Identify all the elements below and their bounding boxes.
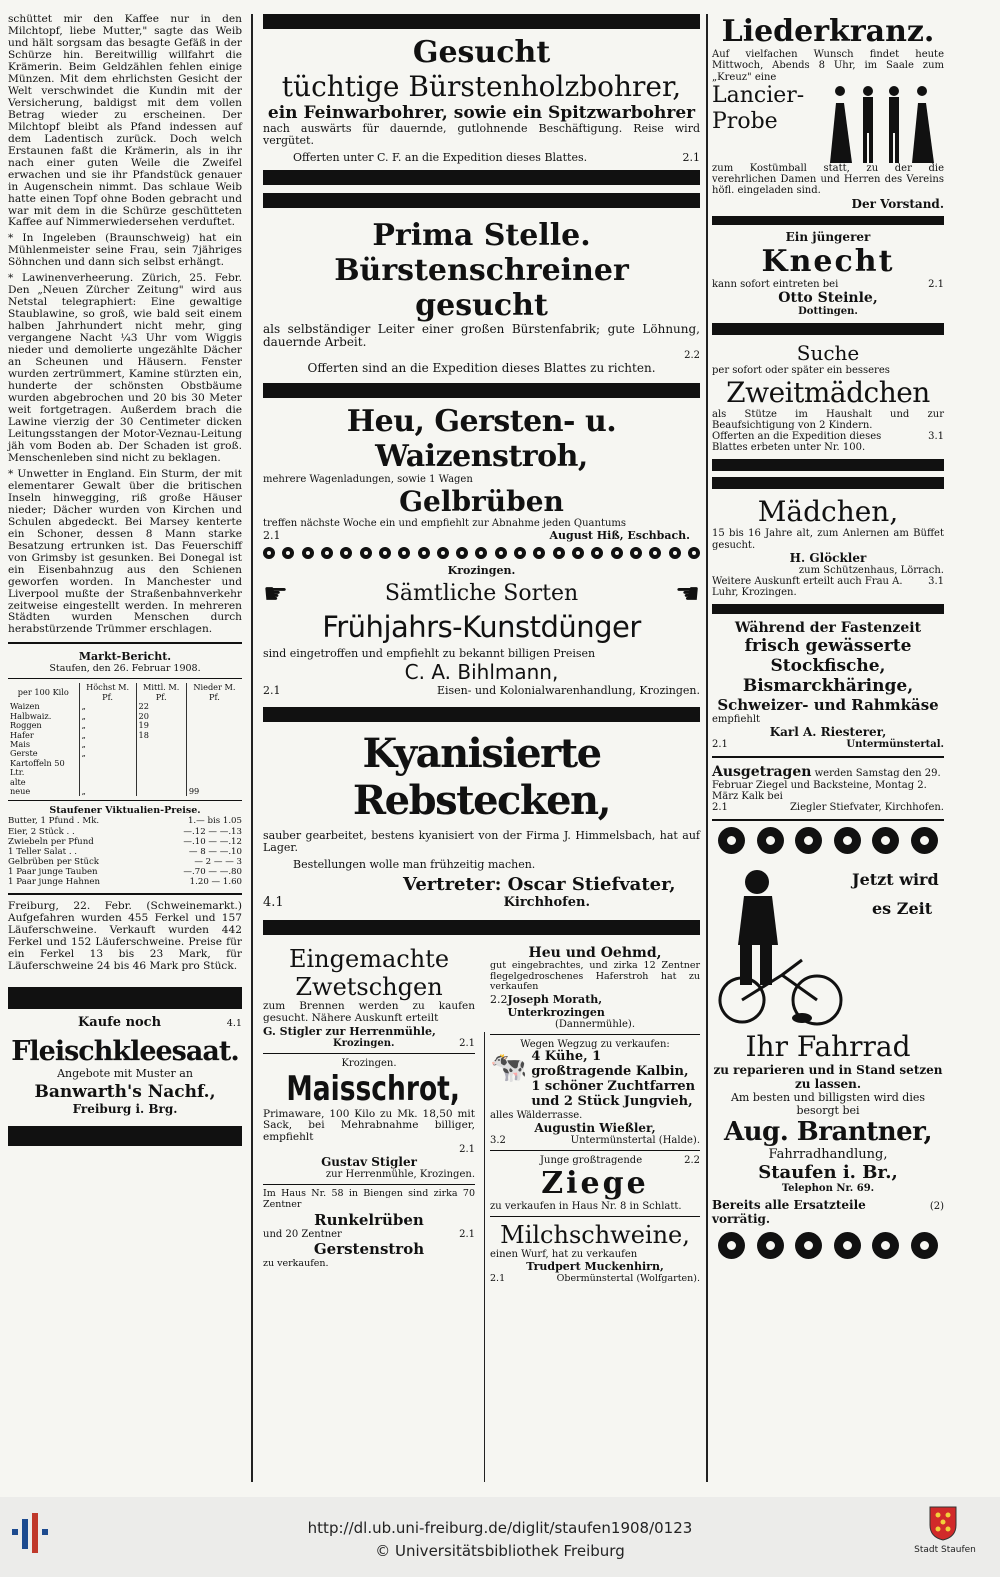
table-row: Roggen „ 19 xyxy=(8,721,242,730)
ads-left-subcol: Eingemachte Zwetschgen zum Brennen werden zu kaufen gesucht. Nähere Auskunft erteilt G. Stigler zur Herrenmühle, Krozingen. 2.1 Krozingen. Maisschrot, Primaware, 100 Kilo zu Mk. 18,50 mit Sack, bei Mehrabnahme billiger, empfiehlt 2.1 Gustav Stigler zur Herrenmühle, Krozingen. Im Haus Nr. 58 in Biengen sind zirka 70 Zentner Runkelrüben und 20 Zentner 2.1 Gerstenstroh zu verkaufen. xyxy=(263,944,475,1269)
ad-fastenzeit: Während der Fastenzeit frisch gewässerte Stockfische, Bismarckhäringe, Schweizer- und Rahmkäse empfiehlt Karl A. Riesterer, 2.1 Untermünstertal. xyxy=(712,619,944,750)
ad-rebstecken: Kyanisierte Rebstecken, sauber gearbeitet, bestens kyanisiert von der Firma J. Himmelsbach, hat auf Lager. Bestellungen wolle man frühzeitig machen. Vertreter: Oscar Stiefvater, 4.1 Kirchhofen. xyxy=(263,729,700,910)
table-row: Waizen „ 22 xyxy=(8,702,242,711)
ad-headline: Maisschrot, xyxy=(286,1068,460,1109)
ad-headline: Kyanisierte Rebstecken, xyxy=(352,729,611,824)
ad-liederkranz: Liederkranz. Auf vielfachen Wunsch findet heute Mittwoch, Abends 8 Uhr, im Saale zum „Kreuz" eine Lancier-Probe zum Kostümball statt, zu der die verehrlichen Damen und Herren des Vereins höfl. eingeladen sind. Der Vorstand. xyxy=(712,14,944,211)
market-header: Höchst M. Pf. xyxy=(79,683,136,702)
ad-border xyxy=(263,14,700,29)
staufen-coat-of-arms-icon xyxy=(928,1505,958,1541)
ad-fleischkleesaat: Kaufe noch 4.1 Fleischkleesaat. Angebote mit Muster an Banwarth's Nachf., Freiburg i. Brg. xyxy=(8,1015,242,1116)
price-row: 1 Paar junge Tauben —.70 — —.80 xyxy=(8,867,242,878)
ad-headline: frisch gewässerte Stockfische, xyxy=(744,635,912,676)
cow-icon: 🐄 xyxy=(490,1049,528,1085)
table-row: Hafer „ 18 xyxy=(8,731,242,740)
column-right xyxy=(712,14,944,1265)
ad-border xyxy=(712,477,944,489)
column-left xyxy=(8,14,242,1152)
ad-headline: Eingemachte xyxy=(288,944,450,973)
ad-headline: Zweitmädchen xyxy=(726,375,930,409)
ad-border xyxy=(8,1126,242,1146)
ad-headline: Liederkranz. xyxy=(721,14,935,49)
ad-headline: Ihr Fahrrad xyxy=(745,1029,911,1063)
news-story: * Unwetter in England. Ein Sturm, der mit elementarer Gewalt über die britischen Inseln hinwegging, riß große Häuser nieder; Dächer wurden von Kirchen und Schulen abgedeckt. Bei Marsey kenterte ein Schoner, dessen 8 Mann starke Besatzung ertrunken ist. Das Feuerschiff von Grimsby ist gesunken. Bei Donegal ist ein Eisenbahnzug aus den Schienen geworfen worden. In Manchester und Liverpool mußte der Straßenbahnverkehr zeitweise eingestellt werden. In mehreren Städten wurden Menschen durch herabstürzende Trümmer erschlagen. xyxy=(8,467,242,636)
ad-headline: Knecht xyxy=(761,243,895,279)
table-row: Kartoffeln 50 Ltr. xyxy=(8,759,242,778)
ad-border xyxy=(712,604,944,614)
market-table xyxy=(8,683,242,796)
table-row: neue „ 99 xyxy=(8,787,242,796)
cyclist-illustration xyxy=(712,860,852,1030)
table-row: Halbwaiz. „ 20 xyxy=(8,712,242,721)
ad-ziegel: Ausgetragen werden Samstag den 29. Februar Ziegel und Backsteine, Montag 2. März Kalk bei 2.1 Ziegler Stiefvater, Kirchhofen. xyxy=(712,763,944,813)
ad-border xyxy=(8,987,242,1009)
ad-border xyxy=(263,193,700,208)
ad-fahrrad: Jetzt wird es Zeit Ihr Fahrrad zu reparieren und in Stand setzen zu lassen. Am besten und billigsten wird dies besorgt bei Aug. Brantner, Fahrradhandlung, Staufen i. Br., Telephon Nr. 69. Bereits alle Ersatzteile vorrätig. (2) xyxy=(712,860,944,1226)
ad-headline: Fleischkleesaat. xyxy=(11,1036,239,1068)
ad-headline: Mädchen, xyxy=(757,495,899,529)
source-url-link[interactable]: http://dl.ub.uni-freiburg.de/diglit/staufen1908/0123 xyxy=(307,1519,693,1537)
ad-kunstduenger: Krozingen. ☛ Sämtliche Sorten ☛ Frühjahrs-Kunstdünger sind eingetroffen und empfiehlt zu bekannt billigen Preisen C. A. Bihlmann, 2.1 Eisen- und Kolonialwarenhandlung, Krozingen. xyxy=(263,563,700,697)
copyright-text: © Universitätsbibliothek Freiburg xyxy=(375,1542,625,1560)
ad-border xyxy=(712,459,944,471)
column-rule xyxy=(251,14,253,1482)
pointing-hand-icon: ☛ xyxy=(674,576,700,610)
news-story: * Lawinenverheerung. Zürich, 25. Febr. Den „Neuen Zürcher Zeitung" wird aus Netstal telegraphiert: Eine gewaltige Staublawine, so groß, wie bald seit einem halben Jahrhundert nicht mehr, ging vergangene Nacht ¼3 Uhr vom Wiggis nieder und demolierte ungezählte Dächer an Scheunen und Häusern. Fenster wurden zertrümmert, Kamine stürzten ein, hunderte der schönsten Obstbäume wurden abgebrochen und 20 bis 30 Meter weit fortgetragen. Außerdem brach die Lawine vierzig der 30 Centimeter dicken Leitungsstangen der Motor-Veznau-Leitung jäh vom Boden ab. Der Schaden ist groß. Menschenleben sind nicht zu beklagen. xyxy=(8,272,242,464)
ad-headline: Prima Stelle. xyxy=(372,217,591,253)
market-header: Mittl. M. Pf. xyxy=(136,683,186,702)
ad-zweitmaedchen: Suche per sofort oder später ein besseres Zweitmädchen als Stütze im Haushalt und zur Beaufsichtigung von 2 Kindern. Offerten an die Expedition dieses Blattes erbeten unter Nr. 100. 3.1 xyxy=(712,340,944,454)
ads-right-subcol: Heu und Oehmd, gut eingebrachtes, und zirka 12 Zentner flegelgedroschenes Haferstroh hat zu verkaufen 2.2 Joseph Morath, Unterkrozingen (Dannermühle). Wegen Wegzug zu verkaufen: 🐄 4 Kühe, 1 großtragende Kalbin, 1 schöner Zuchtfarren und 2 Stück Jungvieh, alles Wälderrasse. Augustin Wießler, 3.2 Untermünstertal (Halde). Junge großtragende 2.2 Ziege zu verkaufen in Haus Nr. 8 in Schlatt. Milchschweine, einen Wurf, hat zu verkaufen Trudpert Muckenhirn, 2.1 Obermünstertal (Wolfgarten). xyxy=(490,944,700,1284)
market-header: per 100 Kilo xyxy=(17,687,69,698)
table-row: Gerste „ xyxy=(8,749,242,758)
ad-headline: Milchschweine, xyxy=(500,1220,690,1249)
ornament-border xyxy=(263,547,700,559)
ad-text: Kaufe noch xyxy=(78,1015,162,1031)
ad-knecht: Ein jüngerer Knecht kann sofort eintreten bei 2.1 Otto Steinle, Dottingen. xyxy=(712,229,944,317)
ad-headline: Frühjahrs-Kunstdünger xyxy=(322,609,641,644)
market-date: Staufen, den 26. Februar 1908. xyxy=(49,663,201,675)
price-row: 1 Paar junge Hahnen 1.20 — 1.60 xyxy=(8,877,242,888)
ad-buerstenholzbohrer: Gesucht tüchtige Bürstenholzbohrer, ein Feinwarbohrer, sowie ein Spitzwarbohrer nach auswärts für dauernde, gutlohnende Beschäftigung. Reise wird vergütet. Offerten unter C. F. an die Expedition dieses Blattes. 2.1 xyxy=(263,35,700,164)
dancers-illustration xyxy=(822,83,942,163)
ornament-border xyxy=(718,827,938,854)
viktualien-title: Staufener Viktualien-Preise. xyxy=(49,805,201,817)
table-row: alte xyxy=(8,778,242,787)
price-row: 1 Teller Salat . . — 8 — —.10 xyxy=(8,846,242,857)
news-story: schüttet mir den Kaffee nur in den Milchtopf, liebe Mutter," sagte das Weib und hält sorgsam das besagte Gefäß in der Schürze hin. Bereitwillig willfahrt die Krämerin. Beim Geldzählen fehlen einige Münzen. Mit dem ehrlichsten Gesicht der Welt verschwindet die Kundin mit der Versicherung, baldigst mit dem vollen Betrag wieder zu erscheinen. Der Milchtopf bleibt als Pfand indessen auf dem Ladentisch zurück. Doch welch Erstaunen faßt die Krämerin, als in ihr nach einer guten Weile die Zweifel erwachen und sie ihr Pfandstück genauer in Augenschein nimmt. Das schlaue Weib hatte einen Topf ohne Boden gebracht und war mit dem in die Schürze geschütteten Kaffee auf Nimmerwiedersehen verduftet. xyxy=(8,13,242,229)
price-row: Zwiebeln per Pfund —.10 — —.12 xyxy=(8,836,242,847)
ad-buerstenschreiner: Prima Stelle. Bürstenschreiner gesucht als selbständiger Leiter einer großen Bürstenfabrik; gute Löhnung, dauernde Arbeit. 2.2 Offerten sind an die Expedition dieses Blattes zu richten. xyxy=(263,217,700,375)
ad-heu: Heu, Gersten- u. Waizenstroh, mehrere Wagenladungen, sowie 1 Wagen Gelbrüben treffen nächste Woche ein und empfiehlt zur Abnahme jeden Quantums 2.1 August Hiß, Eschbach. xyxy=(263,404,700,542)
ad-border xyxy=(263,383,700,398)
ad-headline: Heu und Oehmd, xyxy=(528,944,662,961)
news-story: Freiburg, 22. Febr. (Schweinemarkt.) Aufgefahren wurden 455 Ferkel und 157 Läuferschweine. Verkauft wurden 442 Ferkel und 152 Läuferschweine. Preise für ein Ferkel 13 bis 23 Mark, für Läuferschweine 24 bis 46 Mark pro Stück. xyxy=(8,900,242,973)
ad-border xyxy=(712,323,944,335)
market-title: Markt-Bericht. xyxy=(78,650,172,664)
price-row: Gelbrüben per Stück — 2 — — 3 xyxy=(8,857,242,868)
ad-headline: Gesucht xyxy=(412,35,551,70)
ad-headline: Heu, Gersten- u. Waizenstroh, xyxy=(346,403,617,474)
ad-border xyxy=(263,170,700,185)
column-rule xyxy=(706,14,708,1482)
library-footer xyxy=(0,1497,1000,1577)
ad-border xyxy=(263,920,700,935)
news-story: * In Ingeleben (Braunschweig) hat ein Mühlenmeister seine Frau, sein 7jähriges Söhnchen und dann sich selbst erhängt. xyxy=(8,232,242,269)
column-middle xyxy=(263,14,700,1284)
ad-border xyxy=(712,216,944,225)
market-header: Nieder M. Pf. xyxy=(186,683,242,702)
stadt-label: Stadt Staufen xyxy=(914,1545,976,1555)
table-row: Mais „ xyxy=(8,740,242,749)
ad-headline: Ziege xyxy=(541,1165,649,1201)
pointing-hand-icon: ☛ xyxy=(263,576,289,610)
ornament-border xyxy=(718,1232,938,1259)
market-report xyxy=(8,650,242,887)
ad-border xyxy=(263,707,700,722)
price-row: Eier, 2 Stück . . —.12 — —.13 xyxy=(8,826,242,837)
price-row: Butter, 1 Pfund . Mk. 1.— bis 1.05 xyxy=(8,816,242,827)
ad-maedchen: Mädchen, 15 bis 16 Jahre alt, zum Anlernen am Büffet gesucht. H. Glöckler zum Schützenhaus, Lörrach. Weitere Auskunft erteilt auch Frau A. Luhr, Krozingen. 3.1 xyxy=(712,495,944,598)
